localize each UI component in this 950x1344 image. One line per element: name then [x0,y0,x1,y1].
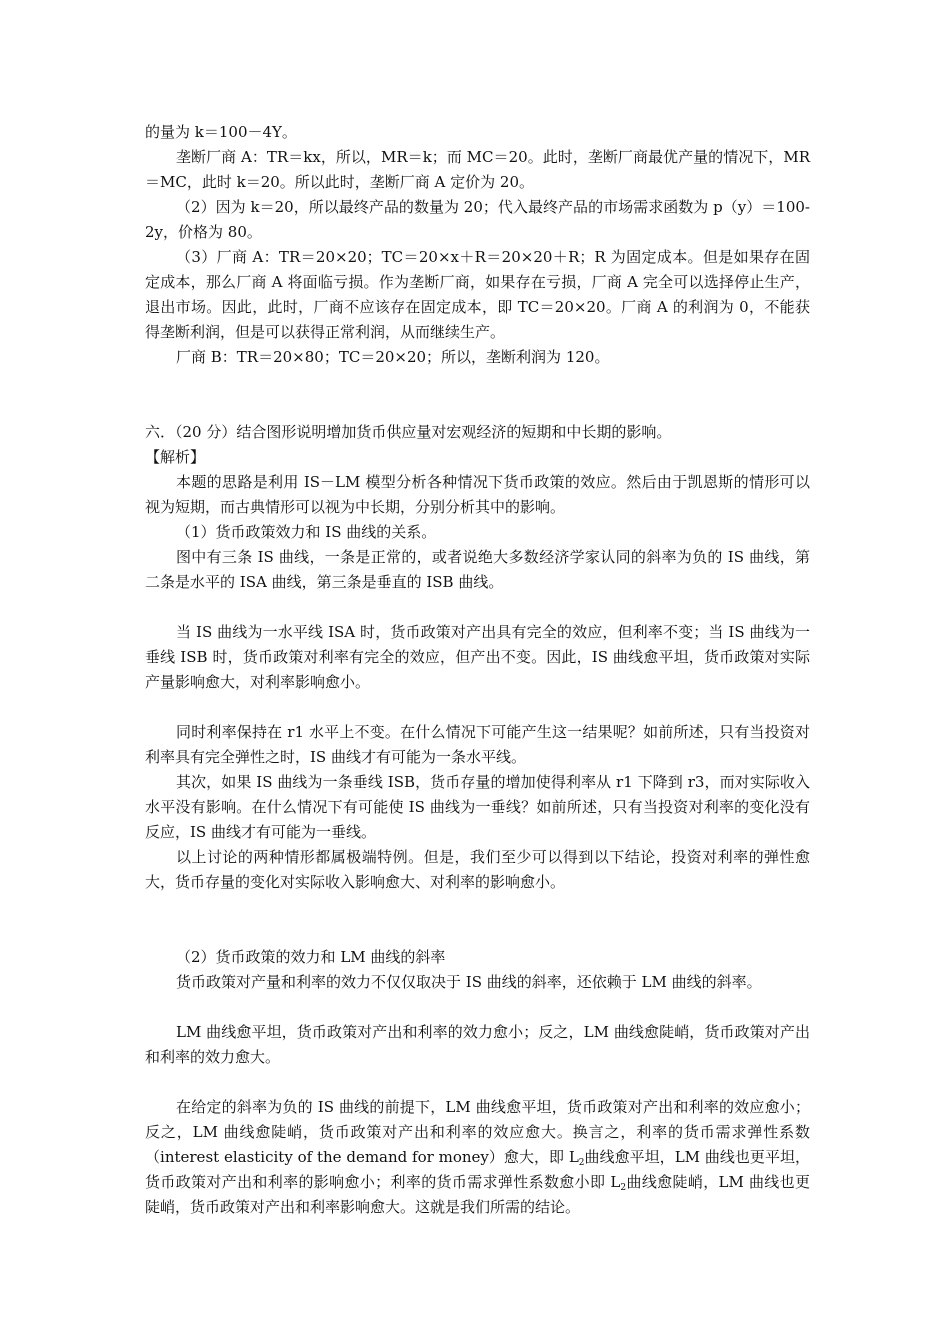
paragraph: 其次，如果 IS 曲线为一条垂线 ISB，货币存量的增加使得利率从 r1 下降到 r3，而对实际收入水平没有影响。在什么情况下有可能使 IS 曲线为一垂线？如前所述，只有当投资对利率的变化没有反应，IS 曲线才有可能为一垂线。 [145,773,810,841]
paragraph: 以上讨论的两种情形都属极端特例。但是，我们至少可以得到以下结论，投资对利率的弹性愈大，货币存量的变化对实际收入影响愈大、对利率的影响愈小。 [145,848,810,891]
paragraph: 同时利率保持在 r1 水平上不变。在什么情况下可能产生这一结果呢？如前所述，只有当投资对利率具有完全弹性之时，IS 曲线才有可能为一条水平线。 [145,723,810,766]
paragraph: LM 曲线愈平坦，货币政策对产出和利率的效力愈小；反之，LM 曲线愈陡峭，货币政策对产出和利率的效力愈大。 [145,1023,810,1066]
analysis-label: 【解析】 [145,448,206,466]
subheading: （2）货币政策的效力和 LM 曲线的斜率 [176,948,446,966]
paragraph: 货币政策对产量和利率的效力不仅仅取决于 IS 曲线的斜率，还依赖于 LM 曲线的斜率。 [176,973,762,991]
paragraph: 厂商 B：TR＝20×80；TC＝20×20；所以，垄断利润为 120。 [176,348,610,366]
question-heading: 六．（20 分）结合图形说明增加货币供应量对宏观经济的短期和中长期的影响。 [145,423,672,441]
subscript: 2 [620,1183,627,1193]
paragraph: 本题的思路是利用 IS－LM 模型分析各种情况下货币政策的效应。然后由于凯恩斯的情形可以视为短期，而古典情形可以视为中长期，分别分析其中的影响。 [145,473,810,516]
subscript: 2 [578,1158,585,1168]
spacer [145,895,810,945]
paragraph-text: 在给定的斜率为负的 IS 曲线的前提下，LM 曲线愈平坦，货币政策对产出和利率的效应愈小；反之，LM 曲线愈陡峭，货币政策对产出和利率的效应愈大。换言之，利率的货币需求弹性系数（interest elasticity of the demand for money）愈大，即 L [145,1098,810,1166]
spacer [145,995,810,1020]
paragraph-text: 曲线愈陡峭，LM 曲线也更陡峭，货币政策对产出和利率影响愈大。这就是我们所需的结论。 [145,1173,810,1216]
document-body [145,120,810,1220]
paragraph: 当 IS 曲线为一水平线 ISA 时，货币政策对产出具有完全的效应，但利率不变；当 IS 曲线为一垂线 ISB 时，货币政策对利率有完全的效应，但产出不变。因此，IS 曲线愈平坦，货币政策对实际产量影响愈大，对利率影响愈小。 [145,623,810,691]
paragraph: （2）因为 k＝20，所以最终产品的数量为 20；代入最终产品的市场需求函数为 p（y）＝100-2y，价格为 80。 [145,198,810,241]
paragraph [145,1095,810,1220]
paragraph: （3）厂商 A：TR＝20×20；TC＝20×x＋R＝20×20＋R；R 为固定成本。但是如果存在固定成本，那么厂商 A 将面临亏损。作为垄断厂商，如果存在亏损，厂商 A 完全可以选择停止生产，退出市场。因此，此时，厂商不应该存在固定成本，即 TC＝20×20。厂商 A 的利润为 0，不能获得垄断利润，但是可以获得正常利润，从而继续生产。 [145,248,810,341]
paragraph: 垄断厂商 A：TR＝kx，所以，MR＝k；而 MC＝20。此时，垄断厂商最优产量的情况下，MR＝MC，此时 k＝20。所以此时，垄断厂商 A 定价为 20。 [145,148,810,191]
spacer [145,595,810,620]
paragraph-text: 曲线愈平坦，LM 曲线也更平坦，货币政策对产出和利率的影响愈小；利率的货币需求弹性系数愈小即 L [145,1148,810,1191]
spacer [145,1070,810,1095]
spacer [145,370,810,420]
paragraph: 的量为 k＝100－4Y。 [145,123,297,141]
paragraph: 图中有三条 IS 曲线，一条是正常的，或者说绝大多数经济学家认同的斜率为负的 IS 曲线，第二条是水平的 ISA 曲线，第三条是垂直的 ISB 曲线。 [145,548,810,591]
spacer [145,695,810,720]
subheading: （1）货币政策效力和 IS 曲线的关系。 [176,523,437,541]
